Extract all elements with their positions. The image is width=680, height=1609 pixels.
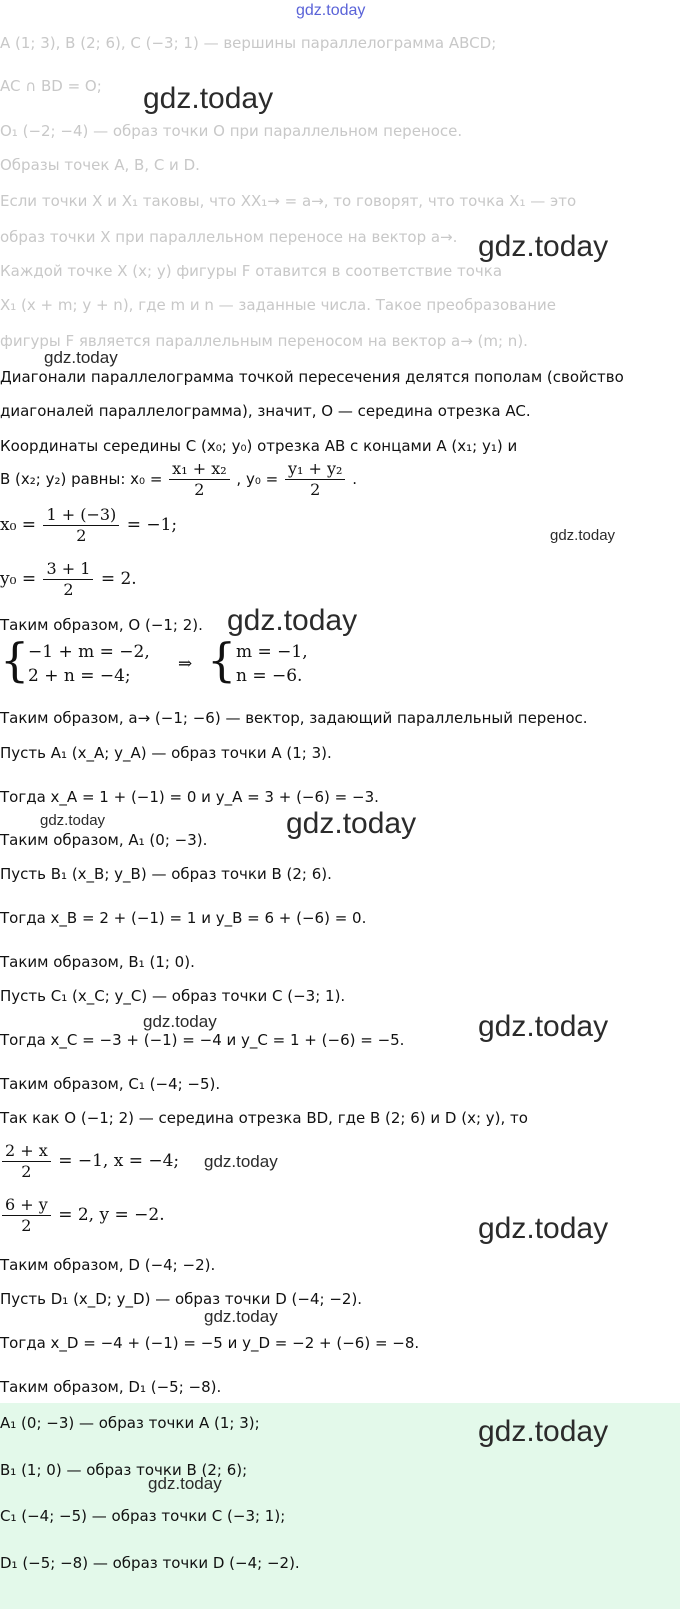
d-intro: Так как O (−1; 2) — середина отрезка BD, где B (2; 6) и D (x; y), то [0,1109,528,1127]
system-left-eq1: −1 + m = −2, [28,642,150,662]
midpoint-formula-end: . [352,470,357,488]
dy-num: 6 + y [2,1195,51,1216]
implies-arrow: ⇒ [178,654,193,674]
system-right-eq2: n = −6. [236,666,303,686]
midpoint-formula-pre: B (x₂; y₂) равны: x₀ = [0,470,163,488]
y0-computation [0,558,137,600]
midpoint-formula [0,458,357,500]
fraction-x0-den: 2 [194,480,205,499]
dy-den: 2 [21,1216,32,1235]
theory-line-4: X₁ (x + m; y + n), где m и n — заданные числа. Такое преобразование [0,296,557,314]
right-brace: { [207,633,237,687]
theory-line-1: Если точки X и X₁ таковы, что XX₁→ = a→, то говорят, что точка X₁ — это [0,192,577,210]
dx-num: 2 + x [2,1141,51,1162]
fraction-y0-value [43,559,93,600]
x0-num: 1 + (−3) [43,505,119,526]
watermark: gdz.today [478,1212,609,1245]
watermark: gdz.today [44,348,118,367]
answer-b1: B₁ (1; 0) — образ точки B (2; 6); [0,1461,248,1479]
d1-let: Пусть D₁ (x_D; y_D) — образ точки D (−4; −2). [0,1290,363,1308]
dx-computation [0,1140,179,1182]
top-watermark: gdz.today [296,2,366,19]
y0-num: 3 + 1 [43,559,93,580]
b1-let: Пусть B₁ (x_B; y_B) — образ точки B (2; 6). [0,865,332,883]
watermark: gdz.today [40,812,106,829]
vector-result: Таким образом, a→ (−1; −6) — вектор, задающий параллельный перенос. [0,709,588,727]
condition-vertices: A (1; 3), B (2; 6), C (−3; 1) — вершины параллелограмма ABCD; [0,34,497,52]
x0-post: = −1; [126,515,178,535]
d-result: Таким образом, D (−4; −2). [0,1256,216,1274]
watermark: gdz.today [227,604,358,637]
watermark: gdz.today [143,1012,217,1031]
fraction-x0 [169,459,229,500]
answer-a1: A₁ (0; −3) — образ точки A (1; 3); [0,1414,260,1432]
system-left-eq2: 2 + n = −4; [28,666,131,686]
a1-let: Пусть A₁ (x_A; y_A) — образ точки A (1; 3). [0,744,332,762]
fraction-x0-num: x₁ + x₂ [169,459,229,480]
d1-result: Таким образом, D₁ (−5; −8). [0,1378,222,1396]
watermark: gdz.today [143,82,274,115]
answer-d1: D₁ (−5; −8) — образ точки D (−4; −2). [0,1554,300,1572]
d1-then: Тогда x_D = −4 + (−1) = −5 и y_D = −2 + (−6) = −8. [0,1334,420,1352]
y0-post: = 2. [100,569,137,589]
midpoint-formula-mid: , y₀ = [236,470,279,488]
theory-line-2: образ точки X при параллельном переносе на вектор a→. [0,228,458,246]
theory-line-5: фигуры F является параллельным переносом на вектор a→ (m; n). [0,332,528,350]
left-brace: { [0,633,30,687]
solution-diagonals-1: Диагонали параллелограмма точкой пересечения делятся пополам (свойство [0,368,624,386]
y0-den: 2 [63,580,74,599]
fraction-dx [2,1141,51,1182]
dy-post: = 2, y = −2. [58,1205,165,1225]
watermark: gdz.today [204,1152,278,1171]
c1-let: Пусть C₁ (x_C; y_C) — образ точки C (−3; 1). [0,987,346,1005]
fraction-y0-num: y₁ + y₂ [285,459,345,480]
watermark: gdz.today [478,1010,609,1043]
b1-then: Тогда x_B = 2 + (−1) = 1 и y_B = 6 + (−6) = 0. [0,909,367,927]
theory-line-3: Каждой точке X (x; y) фигуры F отавится в соответствие точка [0,262,503,280]
solution-midpoint-1: Координаты середины C (x₀; y₀) отрезка AB с концами A (x₁; y₁) и [0,437,518,455]
solution-diagonals-2: диагоналей параллелограмма), значит, O — середина отрезка AC. [0,402,531,420]
fraction-dy [2,1195,51,1236]
fraction-x0-value [43,505,119,546]
system-right-eq1: m = −1, [236,642,308,662]
watermark: gdz.today [478,1415,609,1448]
a1-result: Таким образом, A₁ (0; −3). [0,831,208,849]
o-result: Таким образом, O (−1; 2). [0,616,203,634]
system-right [236,640,308,688]
x0-den: 2 [76,526,87,545]
condition-find: Образы точек A, B, C и D. [0,156,200,174]
fraction-y0-den: 2 [310,480,321,499]
fraction-y0 [285,459,345,500]
system-left [28,640,150,688]
watermark: gdz.today [550,527,616,544]
watermark: gdz.today [204,1307,278,1326]
answer-c1: C₁ (−4; −5) — образ точки C (−3; 1); [0,1507,286,1525]
c1-result: Таким образом, C₁ (−4; −5). [0,1075,221,1093]
x0-computation [0,504,177,546]
dx-den: 2 [21,1162,32,1181]
x0-pre: x₀ = [0,515,37,535]
a1-then: Тогда x_A = 1 + (−1) = 0 и y_A = 3 + (−6) = −3. [0,788,379,806]
condition-translation: O₁ (−2; −4) — образ точки O при параллельном переносе. [0,122,463,140]
watermark: gdz.today [148,1474,222,1493]
y0-pre: y₀ = [0,569,37,589]
b1-result: Таким образом, B₁ (1; 0). [0,953,195,971]
c1-then: Тогда x_C = −3 + (−1) = −4 и y_C = 1 + (−6) = −5. [0,1031,405,1049]
dy-computation [0,1194,165,1236]
watermark: gdz.today [478,230,609,263]
dx-post: = −1, x = −4; [58,1151,180,1171]
watermark: gdz.today [286,807,417,840]
condition-intersection: AC ∩ BD = O; [0,77,102,95]
